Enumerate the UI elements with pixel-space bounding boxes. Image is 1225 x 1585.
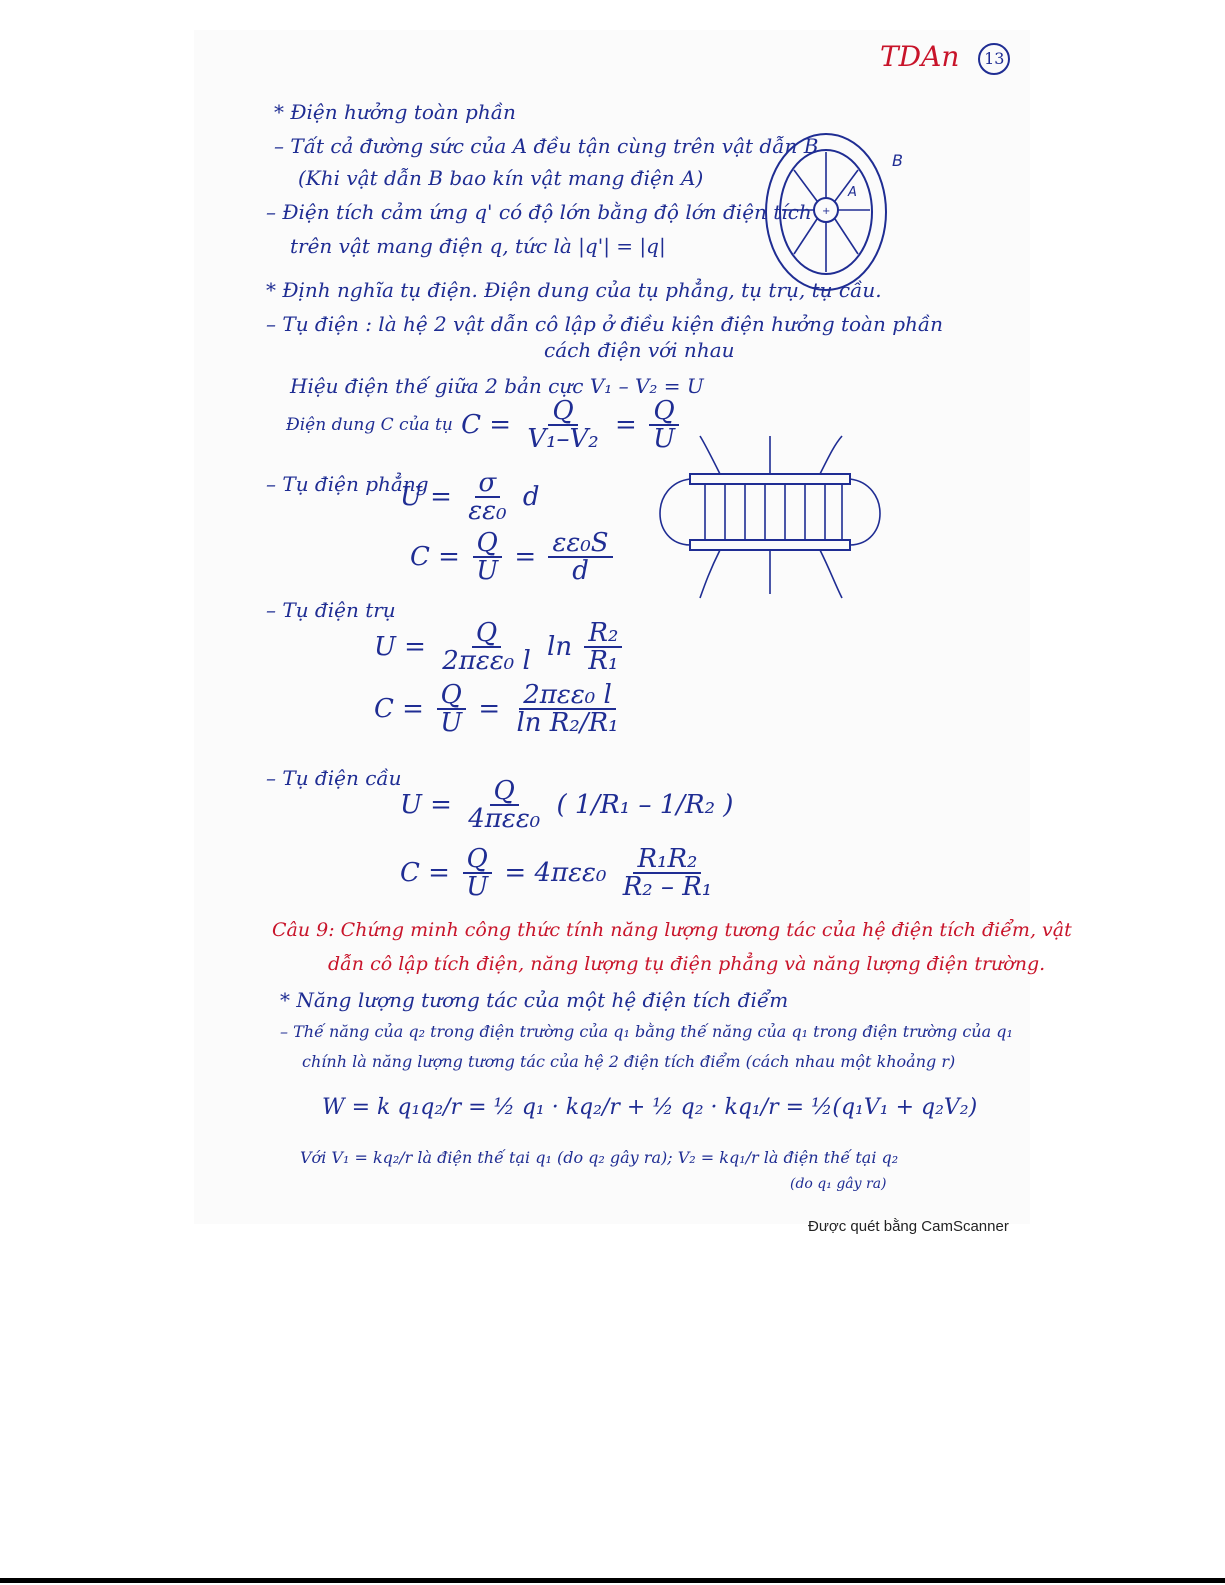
flat-capacitor-label: – Tụ điện phẳng <box>266 472 429 496</box>
induction-diagram <box>764 126 914 296</box>
sph-u-lhs: U = <box>400 790 452 820</box>
sph-c-num2: R₁R₂ <box>633 846 701 874</box>
question9-line-2: dẫn cô lập tích điện, năng lượng tụ điện phẳng và năng lượng điện trường. <box>328 953 1046 975</box>
sphere-c-formula <box>400 846 720 900</box>
cyl-c-lhs: C = <box>374 694 424 724</box>
sphere-u-formula <box>400 778 733 832</box>
flat-c-num2: εε₀S <box>548 530 612 558</box>
bottom-rule <box>0 1578 1225 1583</box>
sph-c-den1: U <box>466 872 489 902</box>
cyl-u-rnum: R₂ <box>584 620 622 648</box>
sph-c-mid: 4πεε₀ <box>534 858 607 888</box>
induction-line-3: – Điện tích cảm ứng q' có độ lớn bằng độ lớn điện tích <box>266 200 812 224</box>
page-number: 13 <box>978 43 1010 75</box>
flat-c-formula <box>410 530 617 584</box>
label-a: A <box>848 185 857 200</box>
capacitor-def-line-1: – Tụ điện : là hệ 2 vật dẫn cô lập ở điều kiện điện hưởng toàn phần <box>266 312 944 336</box>
sph-u-paren: ( 1/R₁ – 1/R₂ ) <box>556 790 734 820</box>
c-lhs: C = <box>461 410 512 440</box>
flat-c-num1: Q <box>473 530 502 558</box>
scanned-page <box>194 30 1072 1224</box>
c-den2: U <box>653 424 675 454</box>
sph-u-den: 4πεε₀ <box>468 804 541 834</box>
induction-line-4: trên vật mang điện q, tức là |q'| = |q| <box>290 234 666 258</box>
cyl-c-den1: U <box>440 708 463 738</box>
induction-line-2: (Khi vật dẫn B bao kín vật mang điện A) <box>298 166 704 190</box>
energy-v-note: (do q₁ gây ra) <box>790 1176 887 1192</box>
cyl-c-num1: Q <box>437 682 466 710</box>
flat-c-eq: = <box>514 542 537 572</box>
flat-u-formula <box>400 470 539 524</box>
sph-c-num1: Q <box>463 846 492 874</box>
section-heading-induction: * Điện hưởng toàn phần <box>274 100 516 124</box>
cyl-c-num2: 2πεε₀ l <box>519 682 616 710</box>
c-eq: = <box>615 410 637 440</box>
energy-line-2: chính là năng lượng tương tác của hệ 2 điện tích điểm (cách nhau một khoảng r) <box>302 1052 956 1071</box>
c-num2: Q <box>649 398 678 426</box>
sph-c-den2: R₂ – R₁ <box>622 872 713 902</box>
cylinder-u-formula <box>374 620 626 674</box>
cylinder-c-formula <box>374 682 627 736</box>
cyl-u-ln: ln <box>547 632 573 662</box>
cylinder-capacitor-label: – Tụ điện trụ <box>266 598 396 622</box>
sphere-capacitor-label: – Tụ điện cầu <box>266 766 402 790</box>
flat-c-den1: U <box>476 556 499 586</box>
energy-line-1: – Thế năng của q₂ trong điện trường của q₁ bằng thế năng của q₁ trong điện trường của q₁ <box>280 1022 1013 1041</box>
flat-u-lhs: U = <box>400 482 452 512</box>
flat-u-tail: d <box>522 482 540 512</box>
flat-c-lhs: C = <box>410 542 460 572</box>
sph-c-lhs: C = <box>400 858 450 888</box>
scanner-watermark: Được quét bằng CamScanner <box>808 1218 1009 1235</box>
capacitance-formula <box>286 398 683 452</box>
cyl-c-den2: ln R₂/R₁ <box>516 708 619 738</box>
question9-line-1: Câu 9: Chứng minh công thức tính năng lượng tương tác của hệ điện tích điểm, vật <box>272 919 1072 941</box>
cyl-u-rden: R₁ <box>588 646 619 676</box>
energy-heading: * Năng lượng tương tác của một hệ điện tích điểm <box>280 988 789 1012</box>
cyl-u-den: 2πεε₀ l <box>442 646 531 676</box>
voltage-line: Hiệu điện thế giữa 2 bản cực V₁ – V₂ = U <box>290 374 704 398</box>
flat-capacitor-diagram <box>650 434 890 604</box>
flat-c-den2: d <box>572 556 589 586</box>
cyl-u-num: Q <box>472 620 501 648</box>
induction-line-1: – Tất cả đường sức của A đều tận cùng trên vật dẫn B <box>274 134 819 158</box>
label-b: B <box>892 151 903 170</box>
cyl-c-eq: = <box>478 694 501 724</box>
energy-w-formula: W = k q₁q₂/r = ½ q₁ · kq₂/r + ½ q₂ · kq₁/r = ½(q₁V₁ + q₂V₂) <box>322 1095 978 1120</box>
capacitor-def-line-2: cách điện với nhau <box>544 338 735 362</box>
inner-charge-sign: + <box>822 206 831 217</box>
flat-u-num: σ <box>475 470 501 498</box>
section-heading-capacitor: * Định nghĩa tụ điện. Điện dung của tụ phẳng, tụ trụ, tụ cầu. <box>266 278 882 302</box>
flat-u-den: εε₀ <box>468 496 507 526</box>
cyl-u-lhs: U = <box>374 632 426 662</box>
sph-u-num: Q <box>490 778 519 806</box>
capacitance-label: Điện dung C của tụ <box>286 415 453 435</box>
page-header <box>880 40 1010 75</box>
energy-v-line: Với V₁ = kq₂/r là điện thế tại q₁ (do q₂ gây ra); V₂ = kq₁/r là điện thế tại q₂ <box>300 1148 899 1167</box>
c-den1: V₁–V₂ <box>527 424 599 454</box>
c-num1: Q <box>548 398 577 426</box>
sph-c-eq: = <box>504 858 527 888</box>
header-tag: TDAn <box>880 40 960 73</box>
